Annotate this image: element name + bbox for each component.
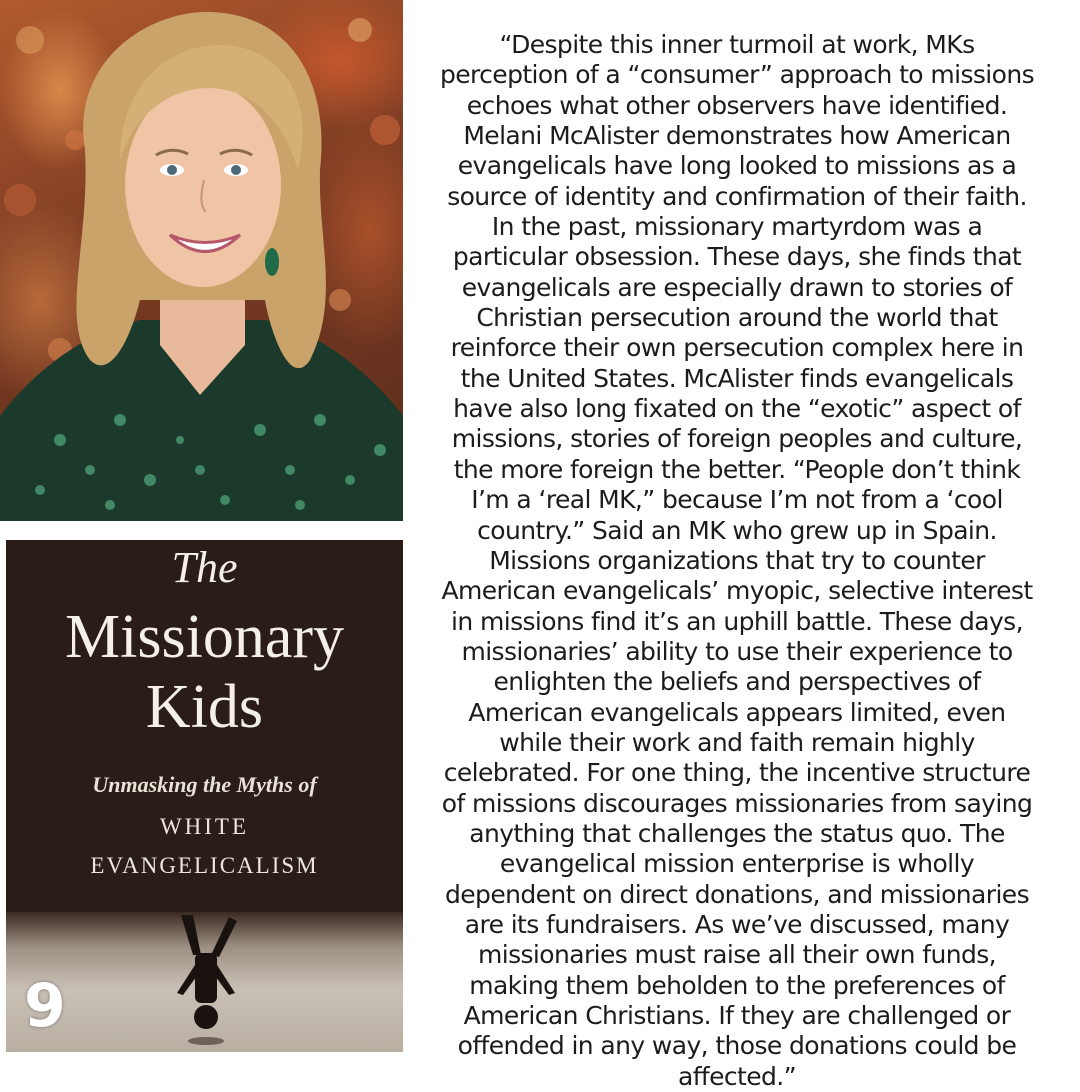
- book-title-missionary: Missionary: [65, 603, 344, 671]
- quote-line: the United States. McAlister finds evangelicals: [460, 363, 1014, 393]
- quote-line: affected.”: [678, 1061, 796, 1091]
- quote-line: I’m a ‘real MK,” because I’m not from a ‘cool: [471, 485, 1003, 515]
- page-number: 9: [24, 971, 66, 1041]
- quote-line: In the past, missionary martyrdom was a: [491, 212, 983, 242]
- quote-line: Missions organizations that try to counter: [489, 545, 985, 575]
- quote-line: evangelicals have long looked to missions as a: [457, 151, 1017, 181]
- quote-line: have also long fixated on the “exotic” aspect of: [453, 394, 1021, 424]
- quote-line: missionaries’ ability to use their experience to: [461, 636, 1013, 666]
- quote-line: are its fundraisers. As we’ve discussed, many: [464, 909, 1010, 939]
- quote-line: echoes what other observers have identified.: [466, 90, 1008, 120]
- quote-line: Christian persecution around the world that: [476, 303, 998, 333]
- author-portrait-illustration: [0, 0, 403, 521]
- book-title-the: The: [171, 543, 238, 592]
- book-title-kids: Kids: [145, 673, 264, 741]
- quote-line: of missions discourages missionaries from saying: [441, 788, 1033, 818]
- quote-line: “Despite this inner turmoil at work, MKs: [499, 30, 975, 59]
- quote-line: source of identity and confirmation of their faith.: [447, 181, 1027, 211]
- quote-line: American Christians. If they are challenged or: [463, 1001, 1011, 1030]
- upside-down-child-silhouette-icon: [171, 915, 241, 1050]
- quote-line: dependent on direct donations, and missionaries: [445, 879, 1029, 909]
- quote-line: enlighten the beliefs and perspectives of: [493, 667, 981, 697]
- quote-line: country.” Said an MK who grew up in Spain.: [477, 515, 997, 545]
- quote-line: missions, stories of foreign peoples and culture,: [451, 424, 1023, 454]
- book-subtitle-white: WHITE: [159, 814, 250, 839]
- quote-line: in missions find it’s an uphill battle. These days,: [451, 606, 1023, 636]
- book-subtitle-evangelicalism: EVANGELICALISM: [90, 853, 319, 878]
- quote-line: perception of a “consumer” approach to missions: [439, 60, 1035, 90]
- quote-line: the more foreign the better. “People don’t think: [453, 454, 1021, 484]
- book-subtitle: Unmasking the Myths of: [92, 772, 317, 797]
- quote-line: missionaries must raise all their own funds,: [477, 940, 997, 970]
- quote-line: American evangelicals appears limited, even: [468, 697, 1006, 727]
- quote-text: [412, 30, 1062, 1092]
- quote-line: Melani McAlister demonstrates how American: [463, 121, 1011, 151]
- quote-line: anything that challenges the status quo. The: [469, 818, 1005, 848]
- quote-line: reinforce their own persecution complex here in: [450, 333, 1024, 363]
- author-photo: [0, 0, 403, 521]
- quote-line: American evangelicals’ myopic, selective interest: [441, 576, 1033, 606]
- quote-line: making them beholden to the preferences of: [469, 970, 1005, 1000]
- quote-line: evangelicals are especially drawn to stories of: [461, 272, 1013, 302]
- quote-line: while their work and faith remain highly: [499, 727, 975, 757]
- quote-line: celebrated. For one thing, the incentive structure: [443, 758, 1031, 788]
- quote-line: offended in any way, those donations could be: [457, 1031, 1017, 1061]
- quote-line: evangelical mission enterprise is wholly: [499, 849, 975, 879]
- quote-line: particular obsession. These days, she finds that: [452, 242, 1022, 272]
